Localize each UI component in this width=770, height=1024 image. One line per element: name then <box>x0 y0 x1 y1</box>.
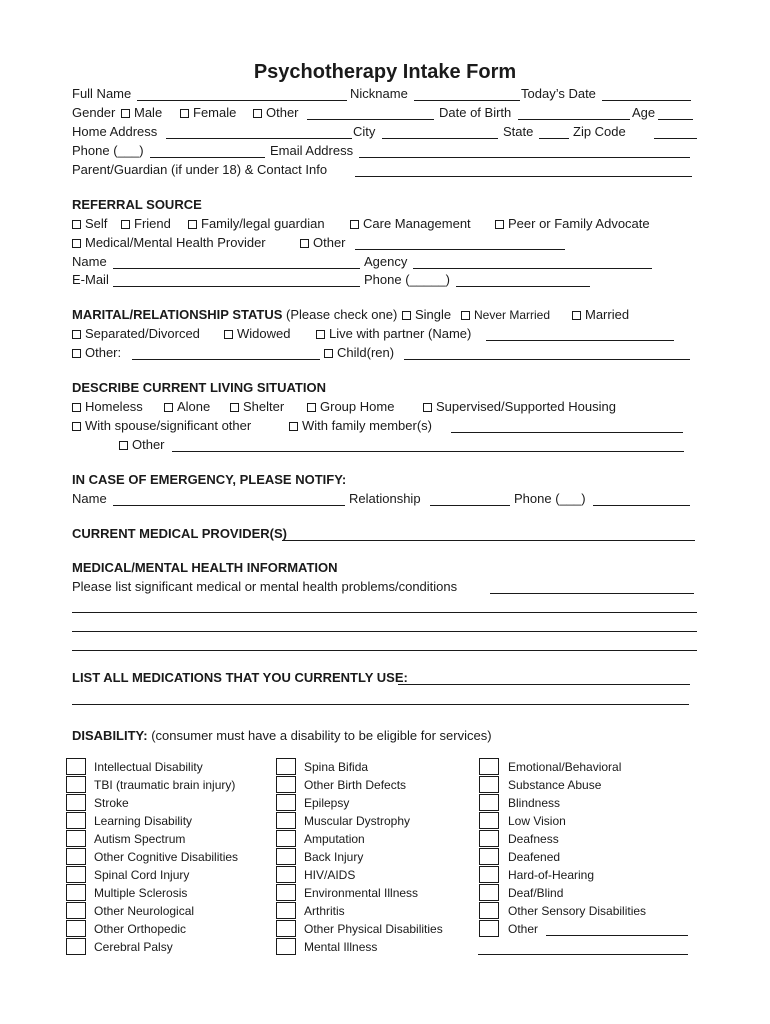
marital-other-field[interactable] <box>132 359 320 360</box>
relationship-field[interactable] <box>430 505 510 506</box>
referral-family[interactable]: Family/legal guardian <box>188 216 325 232</box>
disability-checkbox[interactable] <box>276 830 296 847</box>
disability-option[interactable]: Deafened <box>508 850 561 864</box>
email-field[interactable] <box>359 157 690 158</box>
phone-label: Phone (___) <box>72 143 144 158</box>
dob-label: Date of Birth <box>439 105 512 120</box>
marital-children[interactable]: Child(ren) <box>324 345 394 361</box>
checkbox-icon[interactable] <box>188 220 197 229</box>
emergency-name-field[interactable] <box>113 505 345 506</box>
medications-field-2[interactable] <box>72 704 689 705</box>
disability-checkbox[interactable] <box>66 812 86 829</box>
checkbox-icon[interactable] <box>72 422 81 431</box>
disability-checkbox[interactable] <box>66 884 86 901</box>
disability-option[interactable]: Stroke <box>94 796 129 810</box>
referral-provider[interactable]: Medical/Mental Health Provider <box>72 235 266 251</box>
disability-checkbox[interactable] <box>479 776 499 793</box>
disability-checkbox[interactable] <box>276 794 296 811</box>
health-field-4[interactable] <box>72 650 697 651</box>
disability-option[interactable]: Other <box>508 922 539 936</box>
disability-other-field[interactable] <box>546 935 688 936</box>
referral-name-label: Name <box>72 254 107 269</box>
disability-checkbox[interactable] <box>276 758 296 775</box>
referral-phone-field[interactable] <box>456 286 590 287</box>
disability-option[interactable]: Blindness <box>508 796 561 810</box>
living-shelter[interactable]: Shelter <box>230 399 284 415</box>
guardian-field[interactable] <box>355 176 692 177</box>
marital-heading: MARITAL/RELATIONSHIP STATUS (Please check one) <box>72 307 398 322</box>
disability-option[interactable]: Intellectual Disability <box>94 760 203 774</box>
disability-checkbox[interactable] <box>66 848 86 865</box>
living-other-field[interactable] <box>172 451 684 452</box>
disability-checkbox[interactable] <box>479 902 499 919</box>
disability-checkbox[interactable] <box>479 830 499 847</box>
checkbox-icon[interactable] <box>180 109 189 118</box>
living-group-home[interactable]: Group Home <box>307 399 394 415</box>
emergency-phone-label: Phone (___) <box>514 491 586 506</box>
disability-checkbox[interactable] <box>479 884 499 901</box>
checkbox-icon[interactable] <box>402 311 411 320</box>
emergency-heading: IN CASE OF EMERGENCY, PLEASE NOTIFY: <box>72 472 347 487</box>
referral-peer[interactable]: Peer or Family Advocate <box>495 216 650 232</box>
health-field-1[interactable] <box>490 593 694 594</box>
living-family-field[interactable] <box>451 432 683 433</box>
agency-label: Agency <box>364 254 408 269</box>
checkbox-icon[interactable] <box>495 220 504 229</box>
disability-heading: DISABILITY: (consumer must have a disability to be eligible for services) <box>72 728 492 743</box>
full-name-field[interactable] <box>137 100 347 101</box>
checkbox-icon[interactable] <box>224 330 233 339</box>
disability-checkbox[interactable] <box>66 902 86 919</box>
disability-column-1 <box>94 758 238 956</box>
disability-checkbox[interactable] <box>276 848 296 865</box>
disability-option[interactable]: Muscular Dystrophy <box>304 814 411 828</box>
todays-date-field[interactable] <box>602 100 691 101</box>
city-label: City <box>353 124 376 139</box>
nickname-field[interactable] <box>414 100 520 101</box>
age-field[interactable] <box>658 119 693 120</box>
checkbox-icon[interactable] <box>72 239 81 248</box>
disability-checkbox[interactable] <box>479 920 499 937</box>
disability-checkbox[interactable] <box>479 866 499 883</box>
nickname-label: Nickname <box>350 86 408 101</box>
referral-phone-label: Phone (_____) <box>364 272 451 287</box>
emergency-name-label: Name <box>72 491 107 506</box>
gender-male[interactable]: Male <box>121 105 162 121</box>
disability-option[interactable]: Low Vision <box>508 814 566 828</box>
disability-checkbox[interactable] <box>276 938 296 955</box>
disability-option[interactable]: TBI (traumatic brain injury) <box>94 778 236 792</box>
home-address-field[interactable] <box>166 138 352 139</box>
provider-field[interactable] <box>282 540 695 541</box>
referral-name-field[interactable] <box>113 268 360 269</box>
referral-care[interactable]: Care Management <box>350 216 471 232</box>
disability-option[interactable]: Autism Spectrum <box>94 832 186 846</box>
disability-option[interactable]: Multiple Sclerosis <box>94 886 188 900</box>
disability-checkbox[interactable] <box>479 812 499 829</box>
checkbox-icon[interactable] <box>307 403 316 412</box>
checkbox-icon[interactable] <box>423 403 432 412</box>
referral-self[interactable]: Self <box>72 216 107 232</box>
disability-option[interactable]: Deaf/Blind <box>508 886 564 900</box>
medications-field-1[interactable] <box>398 684 690 685</box>
partner-name-field[interactable] <box>486 340 674 341</box>
checkbox-icon[interactable] <box>121 220 130 229</box>
living-homeless[interactable]: Homeless <box>72 399 143 415</box>
gender-other-field[interactable] <box>307 119 434 120</box>
disability-checkbox[interactable] <box>66 758 86 775</box>
home-address-label: Home Address <box>72 124 158 139</box>
disability-option[interactable]: Environmental Illness <box>304 886 419 900</box>
checkbox-icon[interactable] <box>461 311 470 320</box>
checkbox-icon[interactable] <box>121 109 130 118</box>
disability-option[interactable]: Spinal Cord Injury <box>94 868 190 882</box>
checkbox-icon[interactable] <box>572 311 581 320</box>
marital-married[interactable]: Married <box>572 307 629 323</box>
marital-widowed[interactable]: Widowed <box>224 326 290 342</box>
provider-heading: CURRENT MEDICAL PROVIDER(S) <box>72 526 287 541</box>
disability-checkbox[interactable] <box>66 776 86 793</box>
living-family[interactable]: With family member(s) <box>289 418 432 434</box>
marital-other[interactable]: Other: <box>72 345 121 361</box>
disability-checkbox[interactable] <box>276 812 296 829</box>
disability-checkbox[interactable] <box>276 776 296 793</box>
relationship-label: Relationship <box>349 491 421 506</box>
phone-field[interactable] <box>150 157 265 158</box>
living-alone[interactable]: Alone <box>164 399 210 415</box>
disability-checkbox[interactable] <box>479 758 499 775</box>
referral-email-field[interactable] <box>113 286 360 287</box>
form-title: Psychotherapy Intake Form <box>253 61 517 83</box>
full-name-label: Full Name <box>72 86 132 101</box>
disability-option[interactable]: Mental Illness <box>304 940 378 954</box>
zip-field[interactable] <box>654 138 697 139</box>
disability-option[interactable]: Other Birth Defects <box>304 778 407 792</box>
disability-option[interactable]: Substance Abuse <box>508 778 602 792</box>
disability-option[interactable]: Learning Disability <box>94 814 193 828</box>
agency-field[interactable] <box>413 268 652 269</box>
disability-checkbox[interactable] <box>66 794 86 811</box>
disability-option[interactable]: Other Sensory Disabilities <box>508 904 647 918</box>
health-heading: MEDICAL/MENTAL HEALTH INFORMATION <box>72 560 338 575</box>
disability-option[interactable]: Other Physical Disabilities <box>304 922 443 936</box>
disability-option[interactable]: Other Orthopedic <box>94 922 187 936</box>
checkbox-icon[interactable] <box>316 330 325 339</box>
gender-female[interactable]: Female <box>180 105 236 121</box>
disability-checkbox[interactable] <box>66 866 86 883</box>
disability-option[interactable]: Amputation <box>304 832 365 846</box>
city-field[interactable] <box>382 138 498 139</box>
checkbox-icon[interactable] <box>300 239 309 248</box>
referral-other-field[interactable] <box>355 249 565 250</box>
email-label: Email Address <box>270 143 354 158</box>
disability-extra-field[interactable] <box>478 954 688 955</box>
disability-checkbox[interactable] <box>66 938 86 955</box>
gender-label: Gender <box>72 105 116 120</box>
marital-separated[interactable]: Separated/Divorced <box>72 326 200 342</box>
checkbox-icon[interactable] <box>350 220 359 229</box>
disability-checkbox[interactable] <box>66 830 86 847</box>
disability-option[interactable]: Spina Bifida <box>304 760 369 774</box>
disability-option[interactable]: Arthritis <box>304 904 345 918</box>
disability-checkbox[interactable] <box>479 794 499 811</box>
living-heading: DESCRIBE CURRENT LIVING SITUATION <box>72 380 326 395</box>
state-field[interactable] <box>539 138 569 139</box>
disability-option[interactable]: Hard-of-Hearing <box>508 868 595 882</box>
dob-field[interactable] <box>518 119 630 120</box>
gender-other[interactable]: Other <box>253 105 299 121</box>
disability-checkbox[interactable] <box>479 848 499 865</box>
checkbox-icon[interactable] <box>289 422 298 431</box>
disability-option[interactable]: Back Injury <box>304 850 364 864</box>
disability-option[interactable]: HIV/AIDS <box>304 868 356 882</box>
checkbox-icon[interactable] <box>72 403 81 412</box>
living-supervised[interactable]: Supervised/Supported Housing <box>423 399 616 415</box>
disability-option[interactable]: Other Neurological <box>94 904 195 918</box>
disability-option[interactable]: Cerebral Palsy <box>94 940 173 954</box>
referral-email-label: E-Mail <box>72 272 109 287</box>
disability-option[interactable]: Emotional/Behavioral <box>508 760 622 774</box>
disability-checkbox[interactable] <box>276 866 296 883</box>
checkbox-icon[interactable] <box>119 441 128 450</box>
state-label: State <box>503 124 534 139</box>
checkbox-icon[interactable] <box>72 349 81 358</box>
referral-other[interactable]: Other <box>300 235 346 251</box>
checkbox-icon[interactable] <box>164 403 173 412</box>
age-label: Age <box>632 105 656 120</box>
disability-checkbox[interactable] <box>276 884 296 901</box>
health-field-2[interactable] <box>72 612 697 613</box>
marital-single[interactable]: Single <box>402 307 451 323</box>
checkbox-icon[interactable] <box>230 403 239 412</box>
living-other[interactable]: Other <box>119 437 165 453</box>
health-prompt: Please list significant medical or mental health problems/conditions <box>72 579 458 594</box>
disability-checkbox[interactable] <box>276 920 296 937</box>
referral-friend[interactable]: Friend <box>121 216 171 232</box>
zip-label: Zip Code <box>573 124 626 139</box>
disability-checkbox[interactable] <box>66 920 86 937</box>
marital-partner[interactable]: Live with partner (Name) <box>316 326 471 342</box>
medications-heading: LIST ALL MEDICATIONS THAT YOU CURRENTLY USE: <box>72 670 408 685</box>
disability-column-3 <box>508 758 646 938</box>
checkbox-icon[interactable] <box>324 349 333 358</box>
emergency-phone-field[interactable] <box>593 505 690 506</box>
living-spouse[interactable]: With spouse/significant other <box>72 418 251 434</box>
disability-option[interactable]: Other Cognitive Disabilities <box>94 850 239 864</box>
health-field-3[interactable] <box>72 631 697 632</box>
todays-date-label: Today’s Date <box>521 86 596 101</box>
disability-option[interactable]: Epilepsy <box>304 796 350 810</box>
disability-checkbox[interactable] <box>276 902 296 919</box>
guardian-label: Parent/Guardian (if under 18) & Contact Info <box>72 162 328 177</box>
referral-heading: REFERRAL SOURCE <box>72 197 202 212</box>
marital-never-married[interactable]: Never Married <box>461 307 550 323</box>
children-field[interactable] <box>404 359 690 360</box>
disability-option[interactable]: Deafness <box>508 832 559 846</box>
checkbox-icon[interactable] <box>72 220 81 229</box>
checkbox-icon[interactable] <box>253 109 262 118</box>
disability-column-2 <box>304 758 443 956</box>
checkbox-icon[interactable] <box>72 330 81 339</box>
